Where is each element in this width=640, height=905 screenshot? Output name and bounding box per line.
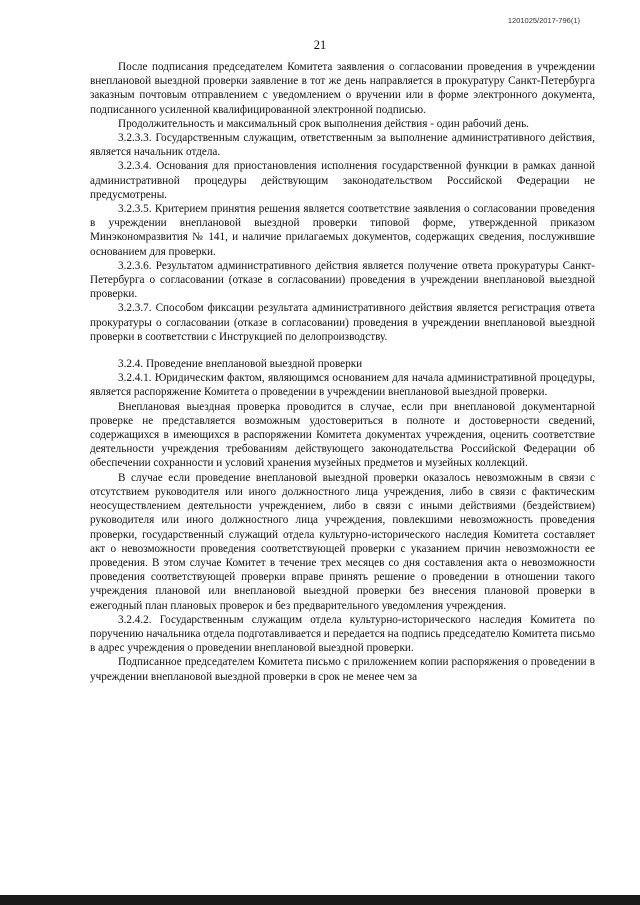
- paragraph: В случае если проведение внеплановой выездной проверки оказалось невозможным в связи с отсутствием руководителя или иного должностного лица учреждения, либо в связи с фактическим неосуществлением деятельности учреждением, либо в связи с иными действиями (бездействием) руководителя или иного должностного лица учреждения, повлекшими невозможность проведения проверки, государственный служащий отдела культурно-исторического наследия Комитета составляет акт о невозможности проведения соответствующей проверки с указанием причин невозможности ее проведения. В этом случае Комитет в течение трех месяцев со дня составления акта о невозможности проведения соответствующей проверки вправе принять решение о проведении в отношении такого учреждения плановой или внеплановой выездной проверки без внесения плановой проверки в ежегодный план плановых проверок и без предварительного уведомления учреждения.: [90, 471, 595, 612]
- paragraph: 3.2.3.5. Критерием принятия решения является соответствие заявления о согласовании проведения в учреждении внеплановой выездной проверки типовой форме, утвержденной приказом Минэкономразвития № 141, и наличие прилагаемых документов, содержащих сведения, послужившие основанием для проверки.: [90, 203, 595, 258]
- scan-edge: [0, 895, 640, 905]
- paragraph: Внеплановая выездная проверка проводится в случае, если при внеплановой документарной проверке не представляется возможным удостовериться в полноте и достоверности сведений, содержащихся в имеющихся в распоряжении Комитета документах учреждения, оценить соответствие деятельности учреждения требованиям действующего законодательства Российской Федерации об обеспечении сохранности и условий хранения музейных предметов и музейных коллекций.: [90, 400, 595, 470]
- document-code: 1201025/2017-796(1): [507, 16, 580, 25]
- paragraph: 3.2.3.6. Результатом административного действия является получение ответа прокуратуры Санкт-Петербурга о согласовании (отказе в согласовании) проведения в учреждении внеплановой выездной проверки.: [90, 259, 595, 301]
- paragraph: 3.2.4.1. Юридическим фактом, являющимся основанием для начала административной процедуры, является распоряжение Комитета о проведении в учреждении внеплановой выездной проверки.: [90, 372, 595, 399]
- document-body: [90, 60, 595, 684]
- paragraph: 3.2.3.7. Способом фиксации результата административного действия является регистрация ответа прокуратуры о согласовании (отказе в согласовании) проведения в учреждении внеплановой выездной проверки в соответствии с Инструкцией по делопроизводству.: [90, 302, 595, 343]
- paragraph: Продолжительность и максимальный срок выполнения действия - один рабочий день.: [118, 117, 529, 130]
- paragraph: 3.2.3.3. Государственным служащим, ответственным за выполнение административного действия, является начальник отдела.: [90, 132, 595, 159]
- paragraph: 3.2.4.2. Государственным служащим отдела культурно-исторического наследия Комитета по поручению начальника отдела подготавливается и передается на подпись председателю Комитета письмо в адрес учреждения о проведении внеплановой выездной проверки.: [90, 613, 595, 655]
- paragraph: 3.2.3.4. Основания для приостановления исполнения государственной функции в рамках данной административной процедуры действующим законодательством Российской Федерации не предусмотрены.: [90, 160, 595, 201]
- paragraph: Подписанное председателем Комитета письмо с приложением копии распоряжения о проведении в учреждении внеплановой выездной проверки в срок не менее чем за: [90, 656, 595, 683]
- page-number: 21: [313, 38, 327, 52]
- paragraph: После подписания председателем Комитета заявления о согласовании проведения в учреждении внеплановой выездной проверки заявление в тот же день направляется в прокуратуру Санкт-Петербурга заказным почтовым отправлением с уведомлением о вручении или в форме электронного документа, подписанного усиленной квалифицированной электронной подписью.: [90, 61, 595, 116]
- section-heading: 3.2.4. Проведение внеплановой выездной проверки: [118, 358, 363, 371]
